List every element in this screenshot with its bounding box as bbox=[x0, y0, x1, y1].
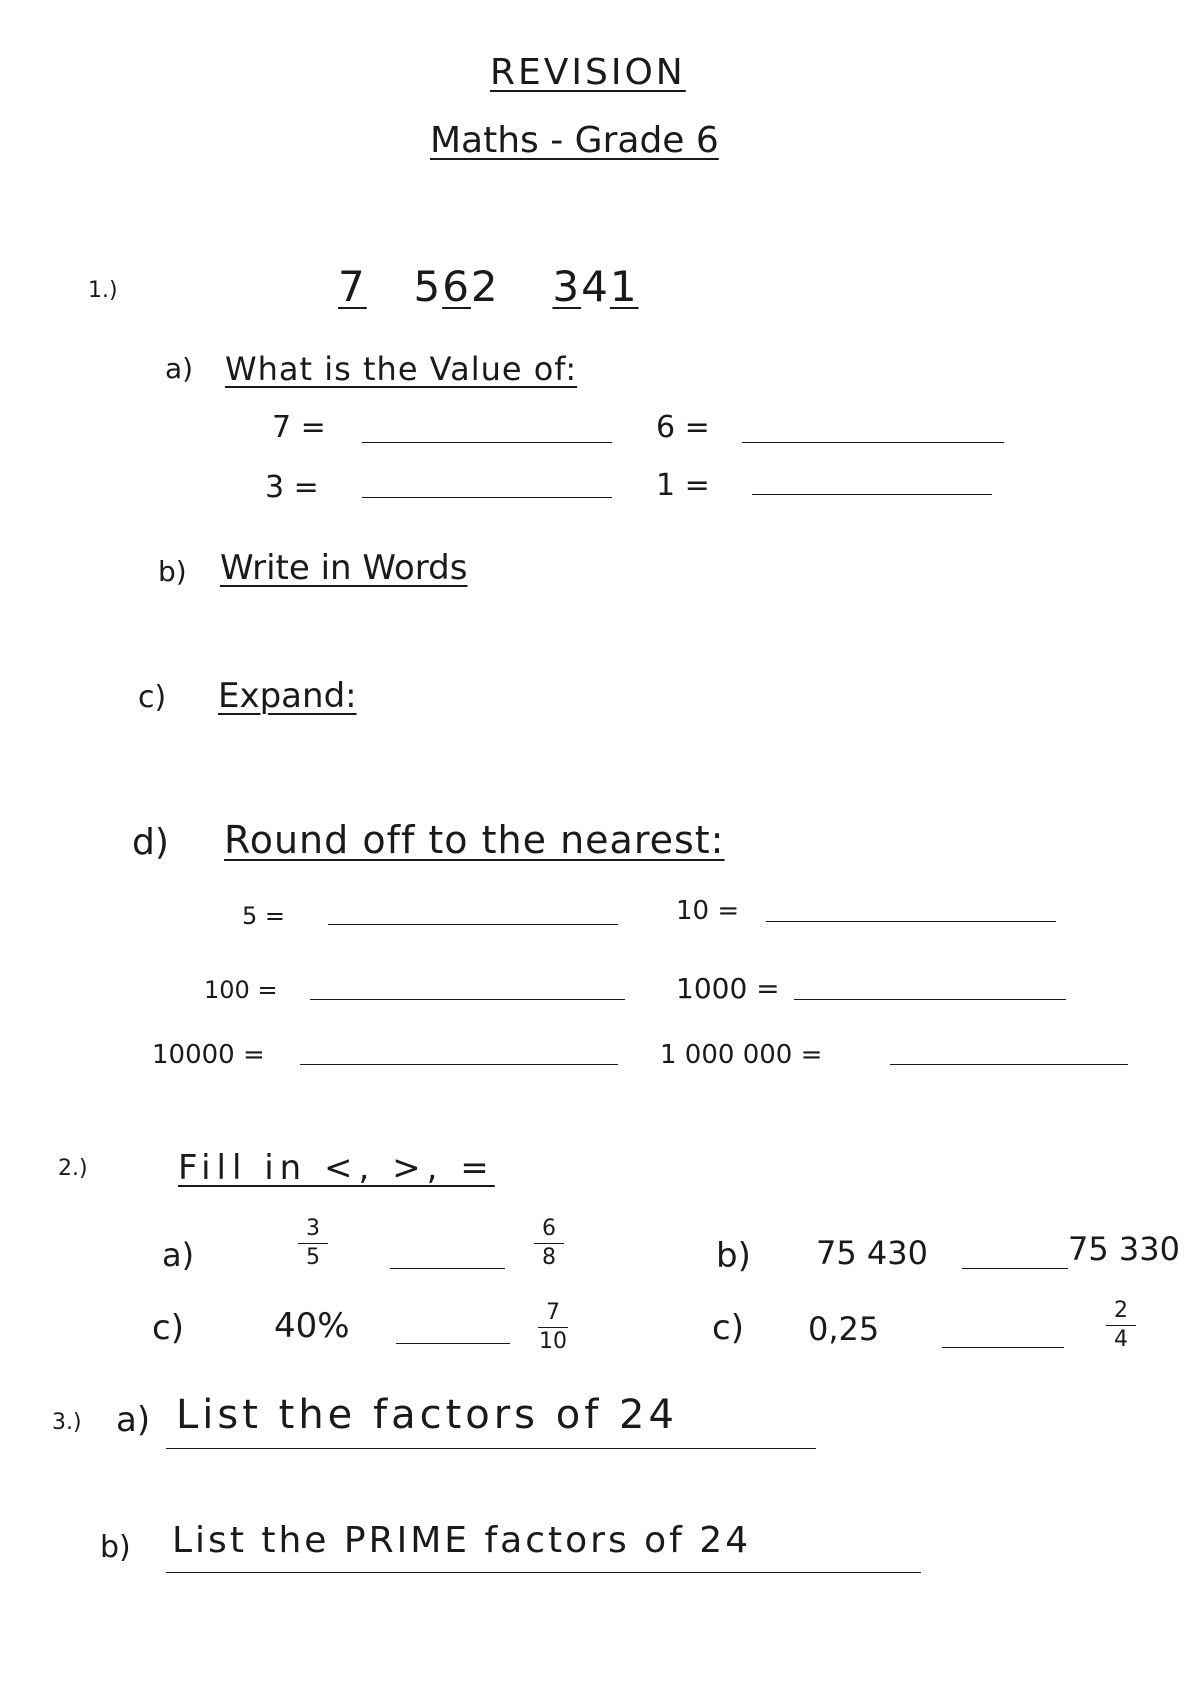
round-answer-blank[interactable] bbox=[328, 924, 618, 925]
value-item-lhs: 7 = bbox=[272, 410, 326, 445]
round-answer-blank[interactable] bbox=[794, 999, 1066, 1000]
digit-1: 1 bbox=[609, 262, 639, 311]
value-item-lhs: 6 = bbox=[656, 410, 710, 445]
q3b-prompt: List the PRIME factors of 24 bbox=[172, 1520, 752, 1561]
value-answer-blank[interactable] bbox=[362, 497, 612, 498]
numerator: 3 bbox=[306, 1216, 320, 1241]
q2a-label: a) bbox=[162, 1236, 195, 1274]
number-display bbox=[338, 262, 639, 311]
q3a-label: a) bbox=[116, 1400, 151, 1440]
q1c-prompt: Expand: bbox=[218, 676, 357, 716]
question-2-number: 2.) bbox=[58, 1156, 88, 1181]
value-answer-blank[interactable] bbox=[752, 494, 992, 495]
fraction bbox=[298, 1218, 328, 1269]
denominator: 5 bbox=[306, 1245, 320, 1270]
fraction bbox=[534, 1218, 564, 1269]
page-title: REVISION bbox=[490, 52, 686, 93]
q2c-left-value: 40% bbox=[274, 1306, 350, 1346]
round-item-lhs: 5 = bbox=[242, 902, 286, 930]
round-answer-blank[interactable] bbox=[890, 1064, 1128, 1065]
round-answer-blank[interactable] bbox=[300, 1064, 618, 1065]
q2b-left-value: 75 430 bbox=[816, 1234, 928, 1272]
q1b-prompt: Write in Words bbox=[220, 548, 468, 588]
round-item-lhs: 100 = bbox=[204, 976, 278, 1004]
round-item-lhs: 10000 = bbox=[152, 1040, 265, 1070]
q1d-prompt: Round off to the nearest: bbox=[224, 818, 725, 862]
round-item-lhs: 1000 = bbox=[676, 972, 780, 1005]
q2b-right-value: 75 330 bbox=[1068, 1230, 1180, 1268]
round-item-lhs: 10 = bbox=[676, 896, 740, 926]
value-answer-blank[interactable] bbox=[362, 442, 612, 443]
compare-answer-blank[interactable] bbox=[390, 1268, 505, 1269]
q2b-label: b) bbox=[716, 1236, 751, 1276]
numerator: 6 bbox=[542, 1216, 556, 1241]
digit-6: 6 bbox=[442, 262, 471, 311]
compare-answer-blank[interactable] bbox=[942, 1347, 1064, 1348]
q3b-underline bbox=[166, 1572, 921, 1573]
round-answer-blank[interactable] bbox=[310, 999, 625, 1000]
round-item-lhs: 1 000 000 = bbox=[660, 1040, 823, 1070]
digit-7: 7 bbox=[338, 262, 367, 311]
denominator: 8 bbox=[542, 1245, 556, 1270]
digit-3: 3 bbox=[552, 262, 582, 311]
value-item-lhs: 3 = bbox=[265, 470, 319, 505]
q3a-prompt: List the factors of 24 bbox=[176, 1392, 678, 1438]
page-subtitle: Maths - Grade 6 bbox=[430, 120, 719, 161]
q2c-label: c) bbox=[712, 1308, 744, 1348]
question-1-number: 1.) bbox=[88, 278, 118, 303]
numerator: 2 bbox=[1114, 1298, 1128, 1323]
q3a-underline bbox=[166, 1448, 816, 1449]
value-item-lhs: 1 = bbox=[656, 468, 710, 503]
round-answer-blank[interactable] bbox=[766, 921, 1056, 922]
question-3-number: 3.) bbox=[52, 1410, 82, 1435]
q2c-label: c) bbox=[152, 1308, 184, 1348]
q1d-label: d) bbox=[132, 822, 169, 863]
q1b-label: b) bbox=[158, 555, 187, 588]
q3b-label: b) bbox=[100, 1530, 131, 1565]
q1a-label: a) bbox=[165, 352, 194, 385]
value-answer-blank[interactable] bbox=[742, 442, 1004, 443]
fraction bbox=[538, 1302, 568, 1353]
denominator: 10 bbox=[539, 1329, 567, 1354]
fraction bbox=[1106, 1300, 1136, 1351]
digit-4: 4 bbox=[581, 262, 610, 311]
denominator: 4 bbox=[1114, 1327, 1128, 1352]
q1a-prompt: What is the Value of: bbox=[225, 350, 578, 388]
compare-answer-blank[interactable] bbox=[962, 1268, 1068, 1269]
q2-prompt: Fill in <, >, = bbox=[178, 1148, 495, 1188]
q1c-label: c) bbox=[138, 680, 167, 715]
numerator: 7 bbox=[546, 1300, 560, 1325]
compare-answer-blank[interactable] bbox=[396, 1343, 510, 1344]
digit-5: 5 bbox=[413, 262, 443, 311]
digit-2: 2 bbox=[470, 262, 500, 311]
q2c-left-value: 0,25 bbox=[808, 1310, 880, 1348]
